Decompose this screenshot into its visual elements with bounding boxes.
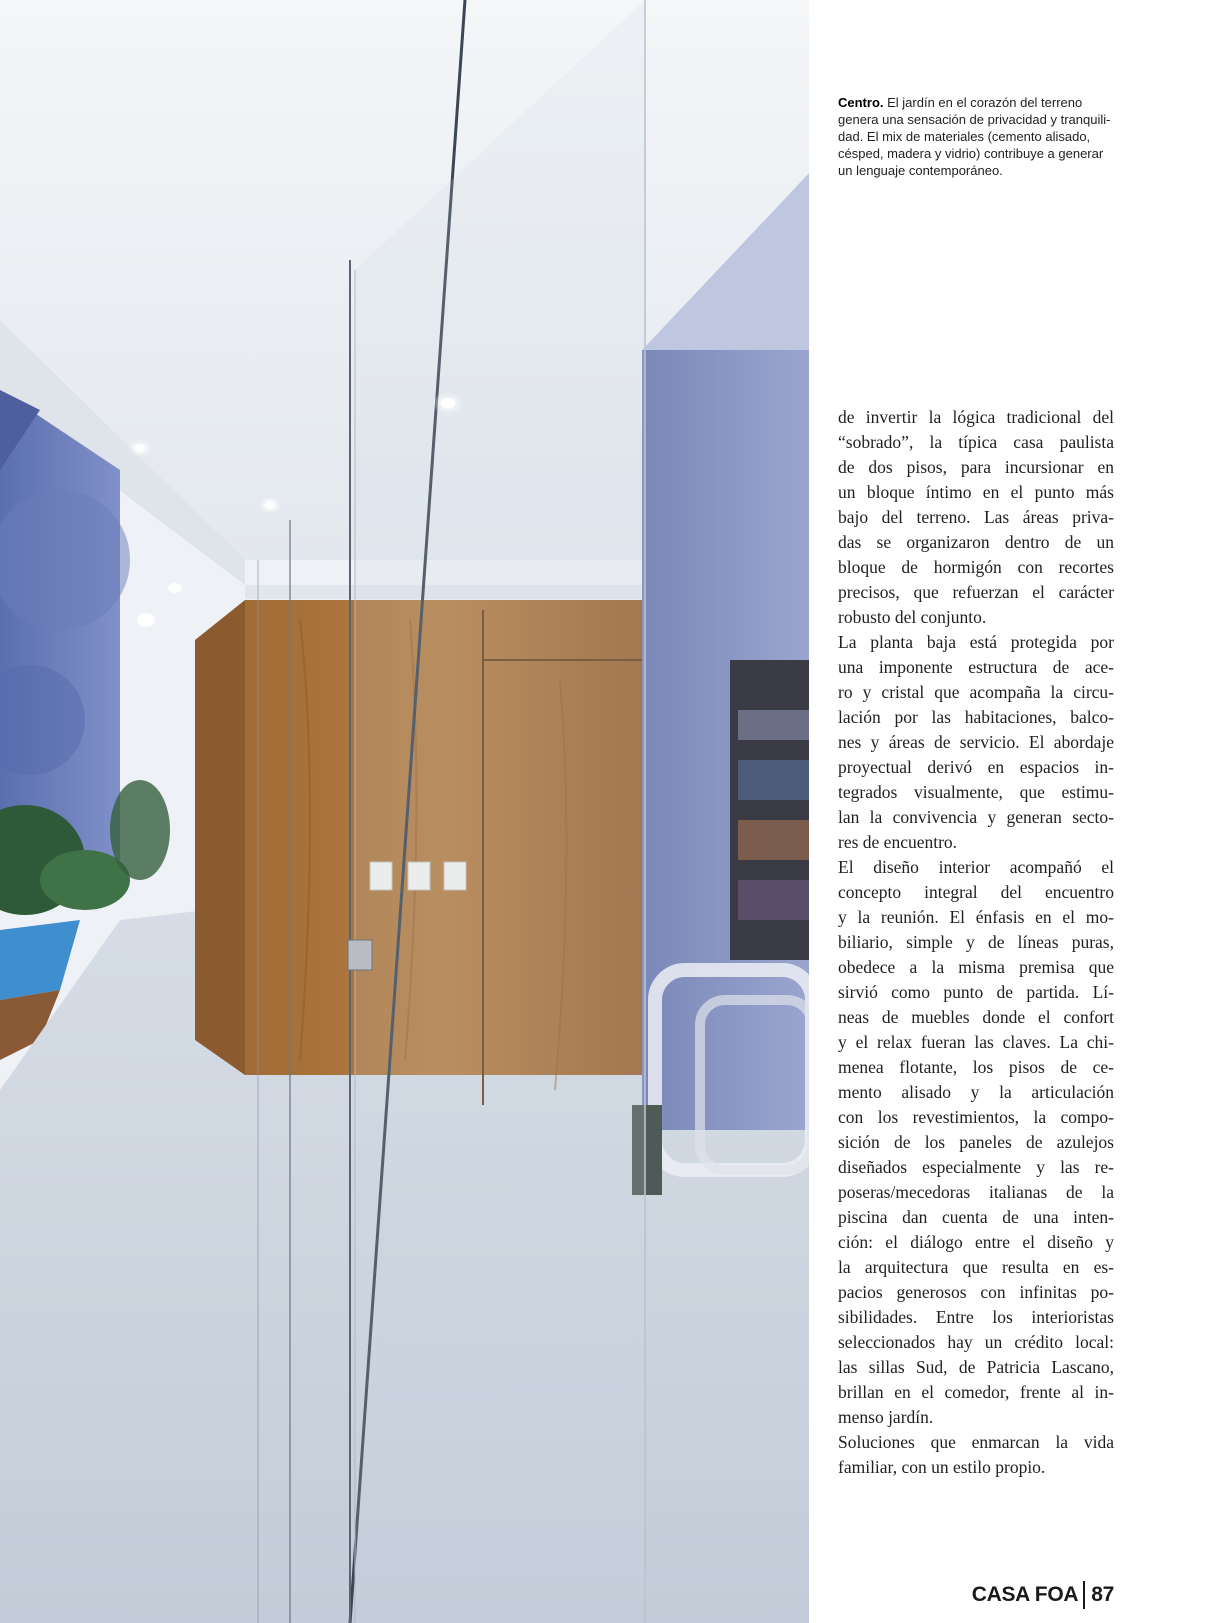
paragraph-line: bajo del terreno. Las áreas priva- (838, 507, 1114, 527)
caption-line: dad. El mix de materiales (cemento alisado, (838, 129, 1091, 144)
caption-line: El jardín en el corazón del terreno (887, 95, 1083, 110)
paragraph-line: concepto integral del encuentro (838, 882, 1114, 902)
paragraph-line: pacios generosos con infinitas po- (838, 1282, 1114, 1302)
paragraph-line: precisos, que refuerzan el carácter (838, 582, 1114, 602)
paragraph-line: de dos pisos, para incursionar en (838, 457, 1114, 477)
magazine-name: CASA FOA (971, 1583, 1079, 1606)
paragraph-line: robusto del conjunto. (838, 607, 987, 627)
page-folio (972, 1580, 1114, 1610)
paragraph-line: familiar, con un estilo propio. (838, 1457, 1046, 1477)
paragraph-line: lan la convivencia y generan secto- (838, 807, 1114, 827)
paragraph-line: sibilidades. Entre los interioristas (838, 1307, 1114, 1327)
paragraph-line: “sobrado”, la típica casa paulista (838, 432, 1114, 452)
photo-caption (838, 94, 1138, 179)
paragraph-line: seleccionados hay un crédito local: (838, 1332, 1114, 1352)
paragraph-line: un bloque íntimo en el punto más (838, 482, 1114, 502)
caption-lead: Centro. (838, 95, 884, 110)
paragraph-line: obedece a la misma premisa que (838, 957, 1114, 977)
caption-line: un lenguaje contemporáneo. (838, 163, 1003, 178)
folio-divider (1083, 1581, 1085, 1609)
paragraph-line: diseñados especialmente y las re- (838, 1157, 1114, 1177)
paragraph-line: proyectual derivó en espacios in- (838, 757, 1114, 777)
paragraph-line: nes y áreas de servicio. El abordaje (838, 732, 1114, 752)
paragraph-line: piscina dan cuenta de una inten- (838, 1207, 1114, 1227)
paragraph-line: una imponente estructura de ace- (838, 657, 1114, 677)
paragraph-line: ro y cristal que acompaña la circu- (838, 682, 1114, 702)
paragraph-line: res de encuentro. (838, 832, 958, 852)
paragraph-line: bloque de hormigón con recortes (838, 557, 1114, 577)
paragraph-line: La planta baja está protegida por (838, 632, 1114, 652)
paragraph-line: tegrados visualmente, que estimu- (838, 782, 1114, 802)
paragraph-line: con los revestimientos, la compo- (838, 1107, 1114, 1127)
paragraph-line: la arquitectura que resulta en es- (838, 1257, 1114, 1277)
paragraph-line: menso jardín. (838, 1407, 934, 1427)
paragraph-line: mento alisado y la articulación (838, 1082, 1114, 1102)
paragraph-line: biliario, simple y de líneas puras, (838, 932, 1114, 952)
paragraph-line: de invertir la lógica tradicional del (838, 407, 1114, 427)
paragraph-line: ción: el diálogo entre el diseño y (838, 1232, 1114, 1252)
paragraph-line: El diseño interior acompañó el (838, 857, 1114, 877)
paragraph-line: das se organizaron dentro de un (838, 532, 1114, 552)
paragraph-line: poseras/mecedoras italianas de la (838, 1182, 1114, 1202)
article-paragraph (838, 855, 1114, 1430)
article-paragraph (838, 1430, 1114, 1480)
page-number: 87 (1091, 1583, 1114, 1606)
article-body (838, 405, 1114, 1480)
paragraph-line: neas de muebles donde el confort (838, 1007, 1114, 1027)
paragraph-line: y la reunión. El énfasis en el mo- (838, 907, 1114, 927)
caption-line: genera una sensación de privacidad y tranquili- (838, 112, 1111, 127)
paragraph-line: lación por las habitaciones, balco- (838, 707, 1114, 727)
paragraph-line: sirvió como punto de partida. Lí- (838, 982, 1114, 1002)
paragraph-line: sición de los paneles de azulejos (838, 1132, 1114, 1152)
caption-line: césped, madera y vidrio) contribuye a generar (838, 146, 1104, 161)
article-paragraph (838, 405, 1114, 630)
paragraph-line: y el relax fueran las claves. La chi- (838, 1032, 1114, 1052)
paragraph-line: menea flotante, los pisos de ce- (838, 1057, 1114, 1077)
paragraph-line: las sillas Sud, de Patricia Lascano, (838, 1357, 1114, 1377)
paragraph-line: Soluciones que enmarcan la vida (838, 1432, 1114, 1452)
article-paragraph (838, 630, 1114, 855)
paragraph-line: brillan en el comedor, frente al in- (838, 1382, 1114, 1402)
